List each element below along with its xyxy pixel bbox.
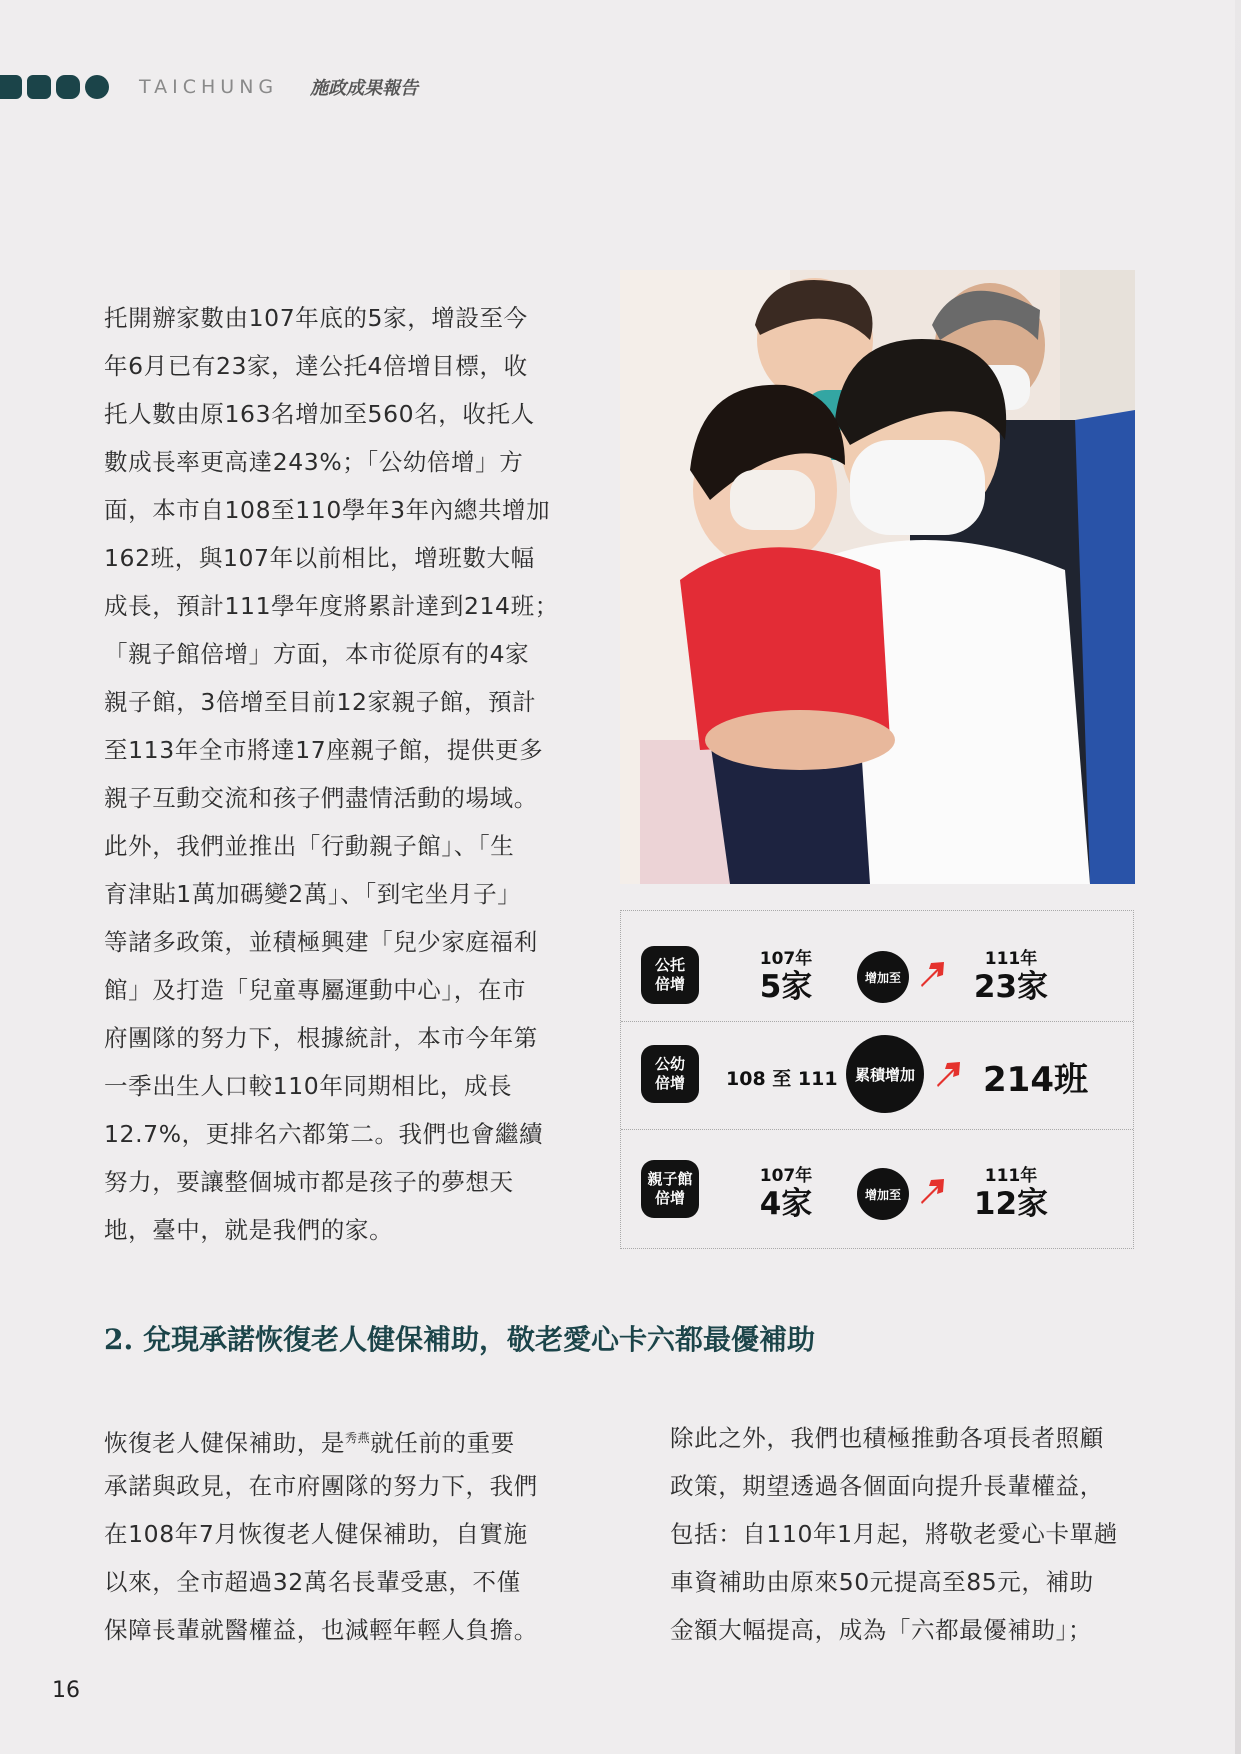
- text-line: 府團隊的努力下，根據統計，本市今年第: [104, 1024, 538, 1052]
- text-line: 保障長輩就醫權益，也減輕年輕人負擔。: [104, 1616, 538, 1644]
- text-line: 托人數由原163名增加至560名，收托人: [104, 400, 535, 428]
- stat-row-public-kindergarten: [621, 1021, 1133, 1130]
- header-block: [56, 75, 80, 99]
- page-header: [0, 70, 418, 104]
- text-line: 親子互動交流和孩子們盡情活動的場域。: [104, 784, 538, 812]
- text-line: 親子館，3倍增至目前12家親子館，預計: [104, 688, 537, 716]
- page-number: 16: [52, 1678, 80, 1703]
- from-year: 107年: [759, 1166, 813, 1186]
- body-paragraph-2: [104, 1414, 572, 1654]
- section-heading: 2. 兌現承諾恢復老人健保補助，敬老愛心卡六都最優補助: [104, 1323, 815, 1356]
- text-line: 政策，期望透過各個面向提升長輩權益，: [670, 1472, 1104, 1500]
- text-line: 除此之外，我們也積極推動各項長者照顧: [670, 1424, 1104, 1452]
- text-line: 地，臺中，就是我們的家。: [104, 1216, 394, 1244]
- text-line: 成長，預計111學年度將累計達到214班；: [104, 592, 559, 620]
- tag-line: 親子館: [647, 1170, 693, 1188]
- text-line: [104, 1414, 572, 1462]
- header-block: [85, 75, 109, 99]
- tag-line: 公托: [654, 956, 685, 974]
- brand-name: TAICHUNG: [139, 76, 279, 98]
- stat-tag: [641, 946, 699, 1004]
- text-line: 「親子館倍增」方面，本市從原有的4家: [104, 640, 530, 668]
- text-line: 包括：自110年1月起，將敬老愛心卡單趟: [670, 1520, 1118, 1548]
- photo-mayor-with-children: [620, 270, 1135, 884]
- text-segment: 恢復老人健保補助，是: [104, 1428, 345, 1457]
- text-line: 承諾與政見，在市府團隊的努力下，我們: [104, 1472, 538, 1500]
- text-line: 12.7%，更排名六都第二。我們也會繼續: [104, 1120, 544, 1148]
- stat-from: [741, 949, 831, 1005]
- stat-row-public-nursery: [621, 911, 1133, 1019]
- text-segment: 就任前的重要: [370, 1428, 515, 1457]
- text-line: 等諸多政策，並積極興建「兒少家庭福利: [104, 928, 538, 956]
- tag-line: 倍增: [654, 975, 685, 993]
- stat-to: [956, 949, 1066, 1005]
- text-line: 托開辦家數由107年底的5家，增設至今: [104, 304, 528, 332]
- red-arrow-icon: [933, 1059, 963, 1089]
- stat-from: [741, 1166, 831, 1222]
- from-value: 4家: [759, 1186, 813, 1222]
- header-block: [27, 75, 51, 99]
- increase-badge: 增加至: [857, 951, 909, 1003]
- to-value: 23家: [973, 969, 1049, 1005]
- text-line: 育津貼1萬加碼變2萬」、「到宅坐月子」: [104, 880, 522, 908]
- red-arrow-icon: [917, 1176, 947, 1206]
- stats-panel: [620, 910, 1134, 1249]
- report-title: 施政成果報告: [310, 78, 419, 99]
- body-paragraph-3: [670, 1414, 1136, 1654]
- stat-to: [956, 1166, 1066, 1222]
- year-range: 108 至 111: [726, 1068, 838, 1090]
- photo-illustration: [620, 270, 1135, 884]
- text-line: 至113年全市將達17座親子館，提供更多: [104, 736, 544, 764]
- to-value: 12家: [973, 1186, 1049, 1222]
- stat-row-parent-child-center: [621, 1129, 1133, 1248]
- text-line: 此外，我們並推出「行動親子館」、「生: [104, 832, 515, 860]
- text-line: 努力，要讓整個城市都是孩子的夢想天: [104, 1168, 514, 1196]
- text-line: 162班，與107年以前相比，增班數大幅: [104, 544, 535, 572]
- text-line: 以來，全市超過32萬名長輩受惠，不僅: [104, 1568, 521, 1596]
- text-line: 館」及打造「兒童專屬運動中心」，在市: [104, 976, 527, 1004]
- total-classes: 214班: [983, 1060, 1088, 1100]
- cumulative-badge: 累積增加: [846, 1035, 924, 1113]
- text-line: 金額大幅提高，成為「六都最優補助」；: [670, 1616, 1093, 1644]
- header-decoration: [0, 75, 109, 99]
- tag-line: 倍增: [654, 1189, 685, 1207]
- red-arrow-icon: [917, 959, 947, 989]
- text-line: 車資補助由原來50元提高至85元，補助: [670, 1568, 1094, 1596]
- text-line: 在108年7月恢復老人健保補助，自實施: [104, 1520, 528, 1548]
- stat-tag: [641, 1045, 699, 1103]
- name-note: 秀燕: [345, 1431, 371, 1445]
- to-year: 111年: [984, 1166, 1038, 1186]
- text-line: 一季出生人口較110年同期相比，成長: [104, 1072, 513, 1100]
- text-line: 年6月已有23家，達公托4倍增目標，收: [104, 352, 528, 380]
- from-value: 5家: [759, 969, 813, 1005]
- body-paragraph-1: [104, 294, 570, 1254]
- stat-tag: [641, 1160, 699, 1218]
- header-block: [0, 75, 22, 99]
- page-edge: [1235, 0, 1241, 1754]
- text-line: 面，本市自108至110學年3年內總共增加: [104, 496, 551, 524]
- tag-line: 倍增: [654, 1074, 685, 1092]
- tag-line: 公幼: [654, 1055, 685, 1073]
- increase-badge: 增加至: [857, 1168, 909, 1220]
- text-line: 數成長率更高達243%；「公幼倍增」方: [104, 448, 524, 476]
- from-year: 107年: [759, 949, 813, 969]
- to-year: 111年: [984, 949, 1038, 969]
